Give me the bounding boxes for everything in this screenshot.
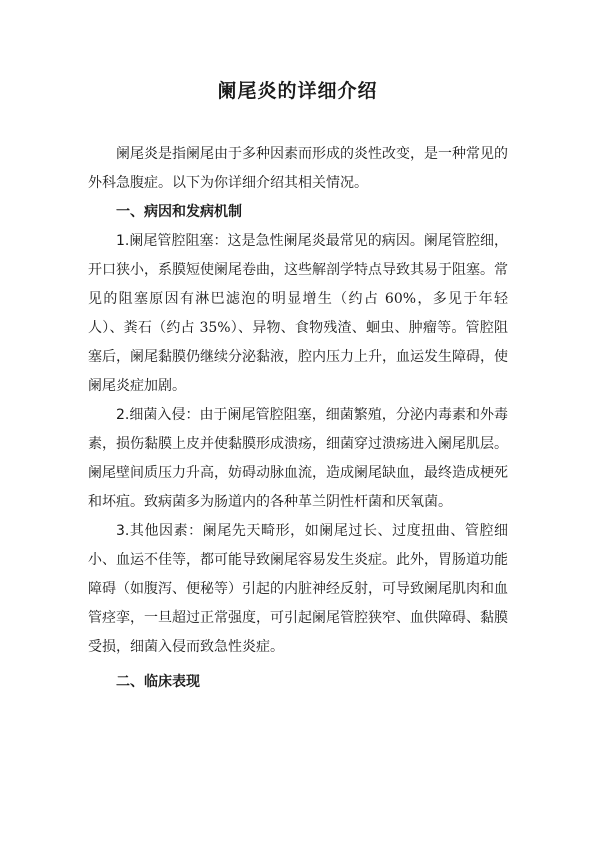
cause-text-other: 阑尾先天畸形，如阑尾过长、过度扭曲、管腔细小、血运不佳等，都可能导致阑尾容易发生炎症。此外，胃肠道功能障碍（如腹泻、便秘等）引起的内脏神经反射，可导致阑尾肌肉和血管痉挛，一旦超过正常强度，可引起阑尾管腔狭窄、血供障碍、黏膜受损，细菌入侵而致急性炎症。 — [88, 523, 509, 655]
cause-paragraph-other — [88, 517, 508, 662]
section-heading-symptoms: 二、临床表现 — [116, 674, 200, 690]
document-body — [88, 140, 508, 697]
cause-lead-other: 3.其他因素： — [116, 523, 203, 539]
cause-text-obstruction: 这是急性阑尾炎最常见的病因。阑尾管腔细，开口狭小，系膜短使阑尾卷曲，这些解剖学特点导致其易于阻塞。常见的阻塞原因有淋巴滤泡的明显增生（约占 60%，多见于年轻人）、粪石（约占 35%）、异物、食物残渣、蛔虫、肿瘤等。管腔阻塞后，阑尾黏膜仍继续分泌黏液，腔内压力上升，血运发生障碍，使阑尾炎症加剧。 — [88, 233, 508, 394]
cause-lead-obstruction: 1.阑尾管腔阻塞： — [116, 233, 228, 249]
section-heading-causes: 一、病因和发病机制 — [116, 204, 242, 220]
cause-paragraph-bacteria — [88, 401, 508, 517]
document-title: 阑尾炎的详细介绍 — [217, 80, 378, 102]
cause-text-bacteria: 由于阑尾管腔阻塞，细菌繁殖，分泌内毒素和外毒素，损伤黏膜上皮并使黏膜形成溃疡，细菌穿过溃疡进入阑尾肌层。阑尾壁间质压力升高，妨碍动脉血流，造成阑尾缺血，最终造成梗死和坏疽。致病菌多为肠道内的各种革兰阴性杆菌和厌氧菌。 — [88, 407, 508, 510]
cause-lead-bacteria: 2.细菌入侵： — [116, 407, 200, 423]
intro-paragraph: 阑尾炎是指阑尾由于多种因素而形成的炎性改变，是一种常见的外科急腹症。以下为你详细介绍其相关情况。 — [88, 146, 508, 191]
cause-paragraph-obstruction — [88, 227, 508, 401]
